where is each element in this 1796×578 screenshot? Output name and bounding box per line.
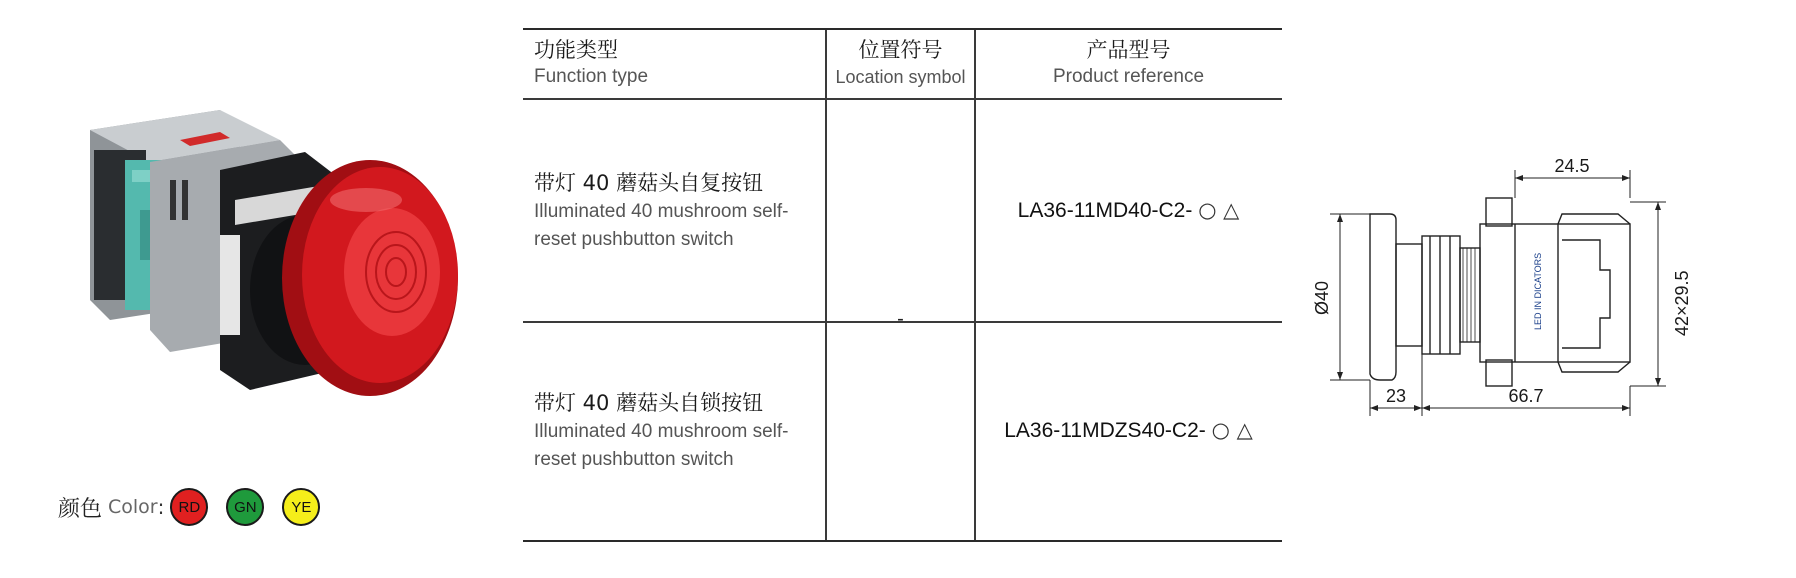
- table-bottom-rule: [523, 540, 1282, 542]
- row-2-reference: [975, 418, 1282, 443]
- header-product-cn: 产品型号: [1086, 38, 1171, 62]
- spec-table: [523, 28, 1282, 542]
- dim-diameter: Ø40: [1312, 280, 1332, 315]
- header-function: [534, 36, 824, 96]
- drawing-nut: [1422, 236, 1460, 354]
- dim-top: 24.5: [1554, 156, 1590, 176]
- row-1-function-en-1: Illuminated 40 mushroom self-: [534, 201, 789, 222]
- color-legend: [58, 488, 338, 526]
- body-marking: LED IN DICATORS: [1533, 252, 1543, 330]
- swatch-ye: YE: [282, 488, 320, 526]
- header-function-cn: 功能类型: [534, 38, 618, 62]
- row-2-function-en-2: reset pushbutton switch: [534, 449, 734, 470]
- row-1-function-cn: 带灯 40 蘑菇头自复按钮: [534, 171, 764, 195]
- dim-body: 66.7: [1508, 386, 1544, 406]
- mushroom-head: [282, 160, 458, 396]
- row-2-reference-code: LA36-11MDZS40-C2-: [1004, 419, 1206, 442]
- dim-height: 42×29.5: [1672, 270, 1692, 336]
- color-label-colon: :: [157, 495, 165, 519]
- header-product: [975, 36, 1282, 96]
- table-top-rule: [523, 28, 1282, 30]
- row-1-reference-code: LA36-11MD40-C2-: [1017, 199, 1193, 222]
- header-location-cn: 位置符号: [858, 38, 943, 62]
- swatch-gn: GN: [226, 488, 264, 526]
- header-product-en: Product reference: [1052, 66, 1205, 87]
- location-value: -: [897, 308, 904, 330]
- drawing-stem: [1396, 244, 1422, 346]
- drawing-body: [1480, 224, 1630, 362]
- drawing-clip-top: [1486, 198, 1512, 226]
- drawing-contact: [1562, 240, 1610, 348]
- header-location: [826, 36, 975, 96]
- product-photo: [70, 90, 470, 420]
- row-1-reference: [975, 198, 1282, 223]
- row-1-function: [534, 168, 824, 254]
- row-2-reference-symbols: ○ △: [1211, 418, 1253, 442]
- row-2-function-en-1: Illuminated 40 mushroom self-: [534, 421, 789, 442]
- table-col-divider-1: [825, 30, 827, 540]
- color-label-en: Color: [108, 496, 158, 518]
- drawing-head: [1370, 214, 1396, 380]
- dim-head: 23: [1385, 386, 1407, 406]
- dimension-drawing: [1300, 140, 1796, 420]
- swatch-rd: RD: [170, 488, 208, 526]
- row-2-function: [534, 388, 824, 474]
- row-2-function-cn: 带灯 40 蘑菇头自锁按钮: [534, 391, 764, 415]
- drawing-clip-bottom: [1486, 360, 1512, 386]
- header-location-en: Location symbol: [835, 67, 966, 87]
- row-1-reference-symbols: ○ △: [1198, 198, 1240, 222]
- table-col-divider-2: [974, 30, 976, 540]
- color-label-cn: 颜色: [58, 496, 103, 522]
- row-1-function-en-2: reset pushbutton switch: [534, 229, 734, 250]
- table-header-rule: [523, 98, 1282, 100]
- header-function-en: Function type: [534, 66, 649, 87]
